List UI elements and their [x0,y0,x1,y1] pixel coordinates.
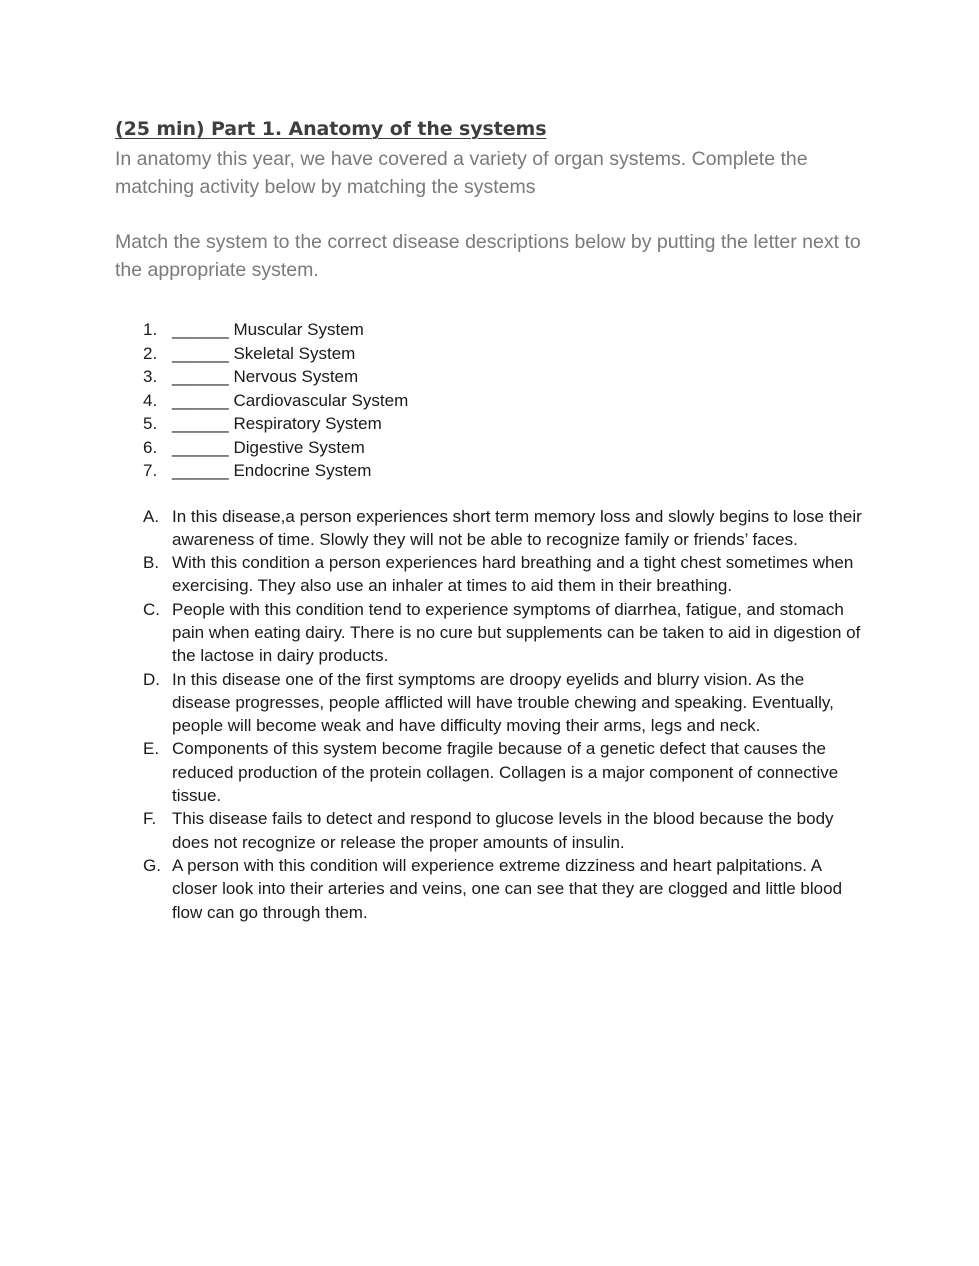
item-letter: F. [143,809,157,829]
system-label: ______ Muscular System [172,320,364,339]
system-label: ______ Endocrine System [172,461,372,480]
list-item [115,365,875,389]
system-label: ______ Skeletal System [172,343,356,363]
intro-paragraph: In anatomy this year, we have covered a variety of organ systems. Complete the matching activity below by matching the systems [115,148,808,198]
item-number: 2. [143,343,158,363]
list-item [115,598,867,668]
list-item [115,436,875,460]
item-number: 3. [143,367,158,386]
list-item [115,551,867,598]
item-number: 6. [143,437,158,457]
instructions-paragraph: Match the system to the correct disease descriptions below by putting the letter next to the appropriate system. [115,231,861,281]
description-text: Components of this system become fragile because of a genetic defect that causes the reduced production of the protein collagen. Collagen is a major component of connective tissue. [172,739,839,806]
descriptions-list [115,505,867,924]
item-letter: C. [143,599,160,619]
description-text: In this disease one of the first symptoms are droopy eyelids and blurry vision. As the disease progresses, people afflicted will have trouble chewing and speaking. Eventually, people will become weak and have difficulty moving their arms, legs and neck. [172,669,834,736]
system-label: ______ Respiratory System [172,414,382,433]
item-letter: A. [143,506,160,526]
system-label: ______ Cardiovascular System [172,390,409,410]
item-number: 1. [143,320,158,339]
description-text: People with this condition tend to experience symptoms of diarrhea, fatigue, and stomach pain when eating dairy. There is no cure but supplements can be taken to aid in digestion of the lactose in dairy products. [172,599,861,666]
section-title: (25 min) Part 1. Anatomy of the systems [115,118,547,140]
item-letter: E. [143,739,160,759]
list-item [115,807,867,854]
description-text: With this condition a person experiences hard breathing and a tight chest sometimes when exercising. They also use an inhaler at times to aid them in their breathing. [172,553,854,596]
item-letter: B. [143,553,160,573]
document-body [115,116,875,924]
item-number: 7. [143,461,158,480]
item-letter: G. [143,855,161,875]
list-item [115,389,875,413]
list-item [115,318,875,342]
list-item [115,342,875,366]
list-item [115,459,875,483]
system-label: ______ Digestive System [172,437,365,457]
item-number: 5. [143,414,158,433]
systems-list [115,318,875,483]
description-text: In this disease,a person experiences short term memory loss and slowly begins to lose their awareness of time. Slowly they will not be able to recognize family or friends’ faces. [172,506,862,549]
description-text: A person with this condition will experience extreme dizziness and heart palpitations. A closer look into their arteries and veins, one can see that they are clogged and little blood flow can go through them. [172,855,843,922]
description-text: This disease fails to detect and respond to glucose levels in the blood because the body does not recognize or release the proper amounts of insulin. [172,809,834,852]
list-item [115,854,867,924]
list-item [115,737,867,807]
item-letter: D. [143,669,160,689]
system-label: ______ Nervous System [172,367,359,386]
item-number: 4. [143,390,158,410]
list-item [115,412,875,436]
list-item [115,505,867,552]
list-item [115,668,867,738]
